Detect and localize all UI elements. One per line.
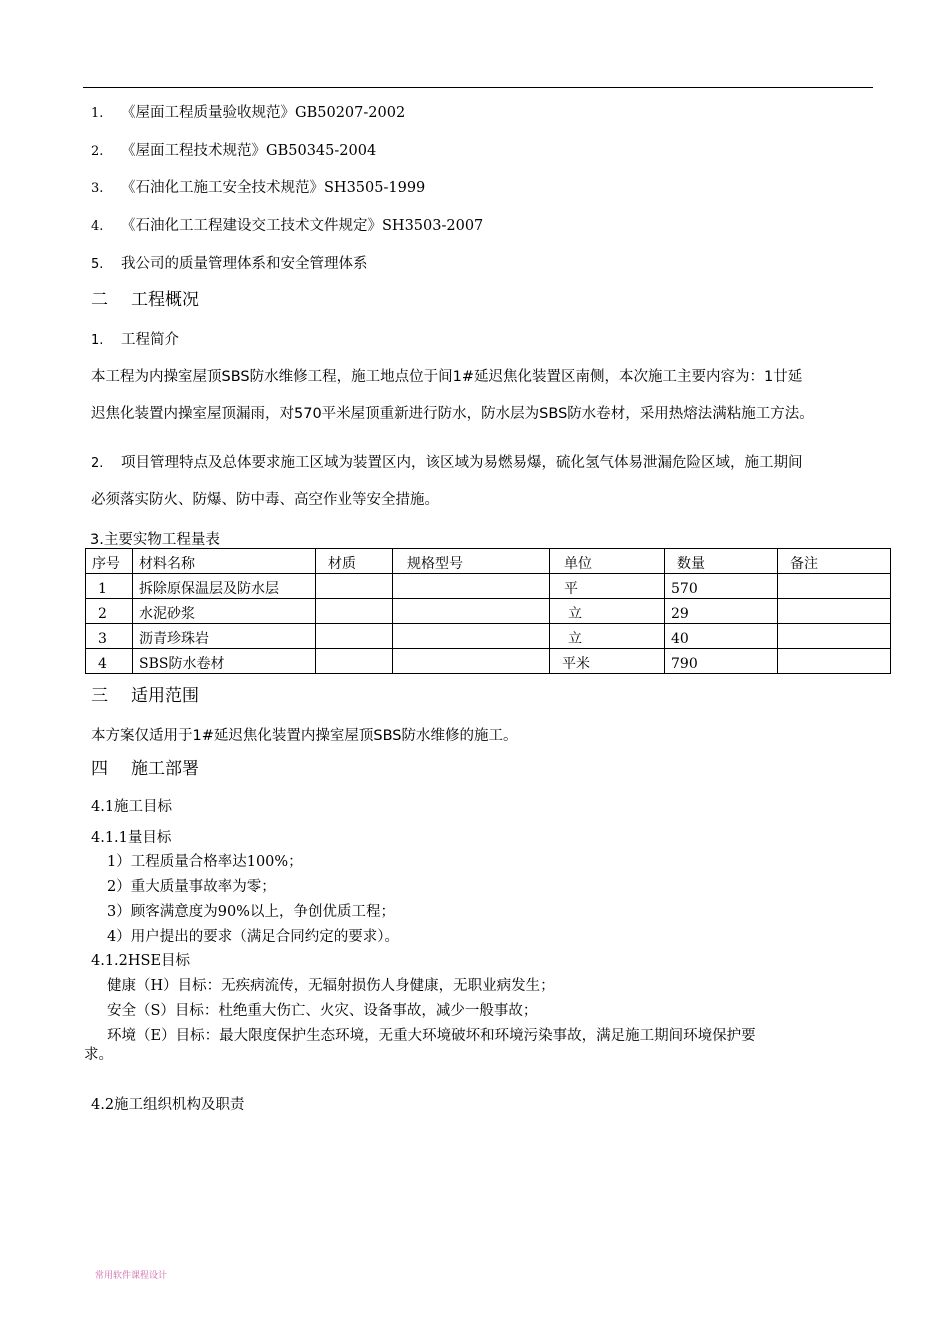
management-paragraph-line: 必须落实防火、防爆、防中毒、高空作业等安全措施。 <box>91 492 439 508</box>
section-heading-2: 二 工程概况 <box>91 290 199 310</box>
table-cell: 3 <box>86 624 133 649</box>
table-cell: 29 <box>665 599 778 624</box>
goal-item: 3）顾客满意度为90%以上，争创优质工程； <box>107 904 395 920</box>
table-header-row <box>86 549 891 574</box>
section-heading-3: 三 适用范围 <box>91 686 199 706</box>
table-cell <box>393 574 550 599</box>
subsection-heading: 4.2施工组织机构及职责 <box>91 1097 245 1113</box>
table-header-cell: 数量 <box>665 549 778 574</box>
table-cell: 拆除原保温层及防水层 <box>133 574 316 599</box>
table-cell: 790 <box>665 649 778 674</box>
reference-item: 1. 《屋面工程质量验收规范》GB50207-2002 <box>91 105 406 121</box>
scope-paragraph: 本方案仅适用于1#延迟焦化装置内操室屋顶SBS防水维修的施工。 <box>91 728 518 744</box>
table-cell <box>778 649 891 674</box>
table-cell: 570 <box>665 574 778 599</box>
table-row <box>86 599 891 624</box>
intro-paragraph-line: 本工程为内操室屋顶SBS防水维修工程，施工地点位于间1#延迟焦化装置区南侧，本次施工主要内容为：1廿延 <box>91 369 803 385</box>
table-cell <box>393 649 550 674</box>
quantity-table <box>85 548 891 674</box>
table-cell <box>778 574 891 599</box>
table-cell: 平 <box>550 574 665 599</box>
table-cell <box>393 624 550 649</box>
hse-goal: 环境（E）目标：最大限度保护生态环境，无重大环境破坏和环境污染事故，满足施工期间环境保护要 <box>107 1028 756 1044</box>
intro-paragraph-line: 迟焦化装置内操室屋顶漏雨，对570平米屋顶重新进行防水，防水层为SBS防水卷材，采用热熔法满粘施工方法。 <box>91 406 814 422</box>
table-row <box>86 649 891 674</box>
table-header-cell: 序号 <box>86 549 133 574</box>
subsection-heading: 4.1.2HSE目标 <box>91 953 191 969</box>
table-row <box>86 574 891 599</box>
table-cell <box>778 624 891 649</box>
table-cell: 沥青珍珠岩 <box>133 624 316 649</box>
table-cell: SBS防水卷材 <box>133 649 316 674</box>
table-cell: 40 <box>665 624 778 649</box>
table-cell: 2 <box>86 599 133 624</box>
subsection-heading: 4.1施工目标 <box>91 799 173 815</box>
table-title: 3.主要实物工程量表 <box>90 532 220 548</box>
header-rule <box>83 87 873 88</box>
table-cell <box>393 599 550 624</box>
table-cell <box>316 599 393 624</box>
table-row <box>86 624 891 649</box>
hse-goal: 健康（H）目标：无疾病流传，无辐射损伤人身健康，无职业病发生； <box>107 978 555 994</box>
table-cell: 立 <box>550 599 665 624</box>
management-paragraph-line: 2. 项目管理特点及总体要求施工区域为装置区内，该区域为易燃易爆，硫化氢气体易泄漏危险区域，施工期间 <box>91 455 803 471</box>
goal-item: 1）工程质量合格率达100%； <box>107 854 303 870</box>
table-header-cell: 规格型号 <box>393 549 550 574</box>
table-header-cell: 备注 <box>778 549 891 574</box>
goal-item: 4）用户提出的要求（满足合同约定的要求）。 <box>107 929 399 945</box>
reference-item: 4. 《石油化工工程建设交工技术文件规定》SH3503-2007 <box>91 218 484 234</box>
table-cell <box>778 599 891 624</box>
reference-item: 5. 我公司的质量管理体系和安全管理体系 <box>91 256 368 272</box>
table-header-cell: 单位 <box>550 549 665 574</box>
table-header-cell: 材质 <box>316 549 393 574</box>
table-cell <box>316 574 393 599</box>
hse-goal-continuation: 求。 <box>84 1047 113 1063</box>
table-header-cell: 材料名称 <box>133 549 316 574</box>
table-cell: 1 <box>86 574 133 599</box>
section-heading-4: 四 施工部署 <box>91 759 199 779</box>
table-cell <box>316 649 393 674</box>
table-cell: 平米 <box>550 649 665 674</box>
table-cell: 4 <box>86 649 133 674</box>
goal-item: 2）重大质量事故率为零； <box>107 879 276 895</box>
table-cell <box>316 624 393 649</box>
subsection-heading: 4.1.1量目标 <box>91 830 172 846</box>
hse-goal: 安全（S）目标：杜绝重大伤亡、火灾、设备事故，减少一般事故； <box>107 1003 538 1019</box>
table-cell: 水泥砂浆 <box>133 599 316 624</box>
table-cell: 立 <box>550 624 665 649</box>
footer-text: 常用软件课程设计 <box>95 1271 168 1281</box>
reference-item: 2. 《屋面工程技术规范》GB50345-2004 <box>91 143 377 159</box>
reference-item: 3. 《石油化工施工安全技术规范》SH3505-1999 <box>91 180 426 196</box>
subsection-heading: 1. 工程简介 <box>91 332 179 348</box>
